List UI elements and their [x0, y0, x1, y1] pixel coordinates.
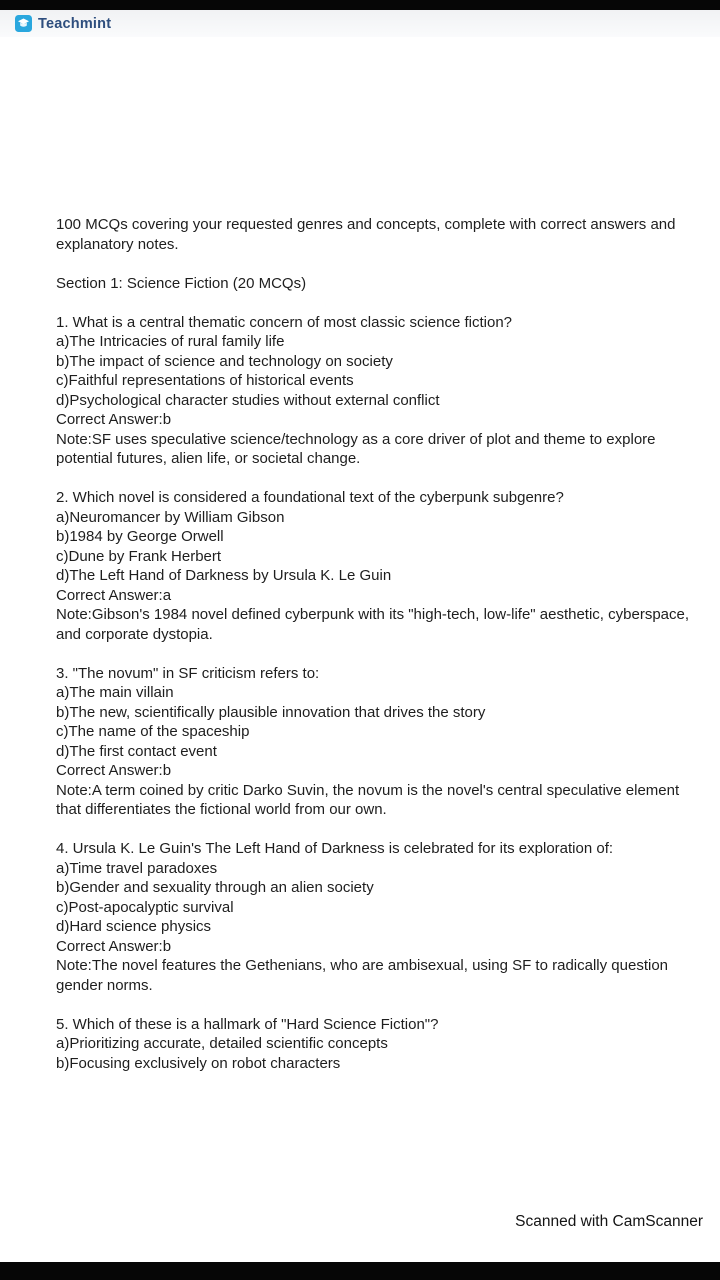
- question-note: Note:A term coined by critic Darko Suvin, the novum is the novel's central speculative element that differentiates the fictional world from our own.: [56, 781, 680, 818]
- option-line: d)The Left Hand of Darkness by Ursula K. Le Guin: [56, 567, 392, 584]
- question-text: 5. Which of these is a hallmark of "Hard Science Fiction"?: [56, 1015, 439, 1033]
- question-note: Note:SF uses speculative science/technology as a core driver of plot and theme to explore potential futures, alien life, or societal change.: [56, 430, 656, 467]
- question-text: 4. Ursula K. Le Guin's The Left Hand of Darkness is celebrated for its exploration of:: [56, 840, 614, 857]
- section-title: Section 1: Science Fiction (20 MCQs): [56, 274, 307, 292]
- question-answer: Correct Answer:b: [56, 937, 172, 955]
- option-line: a)The main villain: [56, 684, 174, 701]
- question-answer: Correct Answer:a: [56, 586, 172, 604]
- option-line: c)The name of the spaceship: [56, 723, 250, 740]
- teachmint-logo-icon: [15, 15, 32, 32]
- option-line: d)The first contact event: [56, 742, 217, 760]
- option-line: a)Time travel paradoxes: [56, 859, 218, 877]
- option-line: a)The Intricacies of rural family life: [56, 333, 285, 350]
- option-line: c)Post-apocalyptic survival: [56, 898, 234, 916]
- question-options: [56, 332, 706, 410]
- question-text: 3. "The novum" in SF criticism refers to:: [56, 664, 320, 682]
- option-line: b)Gender and sexuality through an alien society: [56, 879, 374, 896]
- option-line: b)The impact of science and technology on society: [56, 352, 393, 370]
- question-text: 1. What is a central thematic concern of most classic science fiction?: [56, 313, 513, 331]
- question-block: [56, 839, 706, 995]
- question-block: [56, 488, 706, 644]
- question-note: Note:The novel features the Gethenians, who are ambisexual, using SF to radically question gender norms.: [56, 957, 669, 994]
- question-options: [56, 508, 706, 586]
- bottom-black-bar: [0, 1262, 720, 1280]
- option-line: b)Focusing exclusively on robot characters: [56, 1054, 341, 1072]
- question-text: 2. Which novel is considered a foundational text of the cyberpunk subgenre?: [56, 489, 564, 506]
- question-options: [56, 859, 706, 937]
- option-line: c)Faithful representations of historical events: [56, 372, 354, 389]
- app-header: [0, 10, 720, 37]
- question-options: [56, 1034, 706, 1073]
- question-answer: Correct Answer:b: [56, 762, 172, 779]
- scanner-credit: Scanned with CamScanner: [515, 1213, 703, 1230]
- brand-name: Teachmint: [38, 15, 112, 32]
- question-block: [56, 313, 706, 469]
- scanned-document: [56, 215, 706, 1093]
- option-line: d)Psychological character studies without external conflict: [56, 391, 440, 409]
- question-note: Note:Gibson's 1984 novel defined cyberpunk with its "high-tech, low-life" aesthetic, cyberspace, and corporate dystopia.: [56, 606, 690, 643]
- questions-list: [56, 313, 706, 1074]
- question-block: [56, 1015, 706, 1074]
- question-answer: Correct Answer:b: [56, 411, 172, 428]
- question-options: [56, 683, 706, 761]
- option-line: b)The new, scientifically plausible innovation that drives the story: [56, 703, 486, 721]
- option-line: d)Hard science physics: [56, 918, 212, 935]
- option-line: a)Prioritizing accurate, detailed scientific concepts: [56, 1035, 388, 1052]
- option-line: b)1984 by George Orwell: [56, 528, 224, 545]
- top-black-bar: [0, 0, 720, 10]
- option-line: c)Dune by Frank Herbert: [56, 547, 222, 565]
- question-block: [56, 664, 706, 820]
- document-intro: 100 MCQs covering your requested genres and concepts, complete with correct answers and explanatory notes.: [56, 216, 676, 253]
- option-line: a)Neuromancer by William Gibson: [56, 508, 285, 526]
